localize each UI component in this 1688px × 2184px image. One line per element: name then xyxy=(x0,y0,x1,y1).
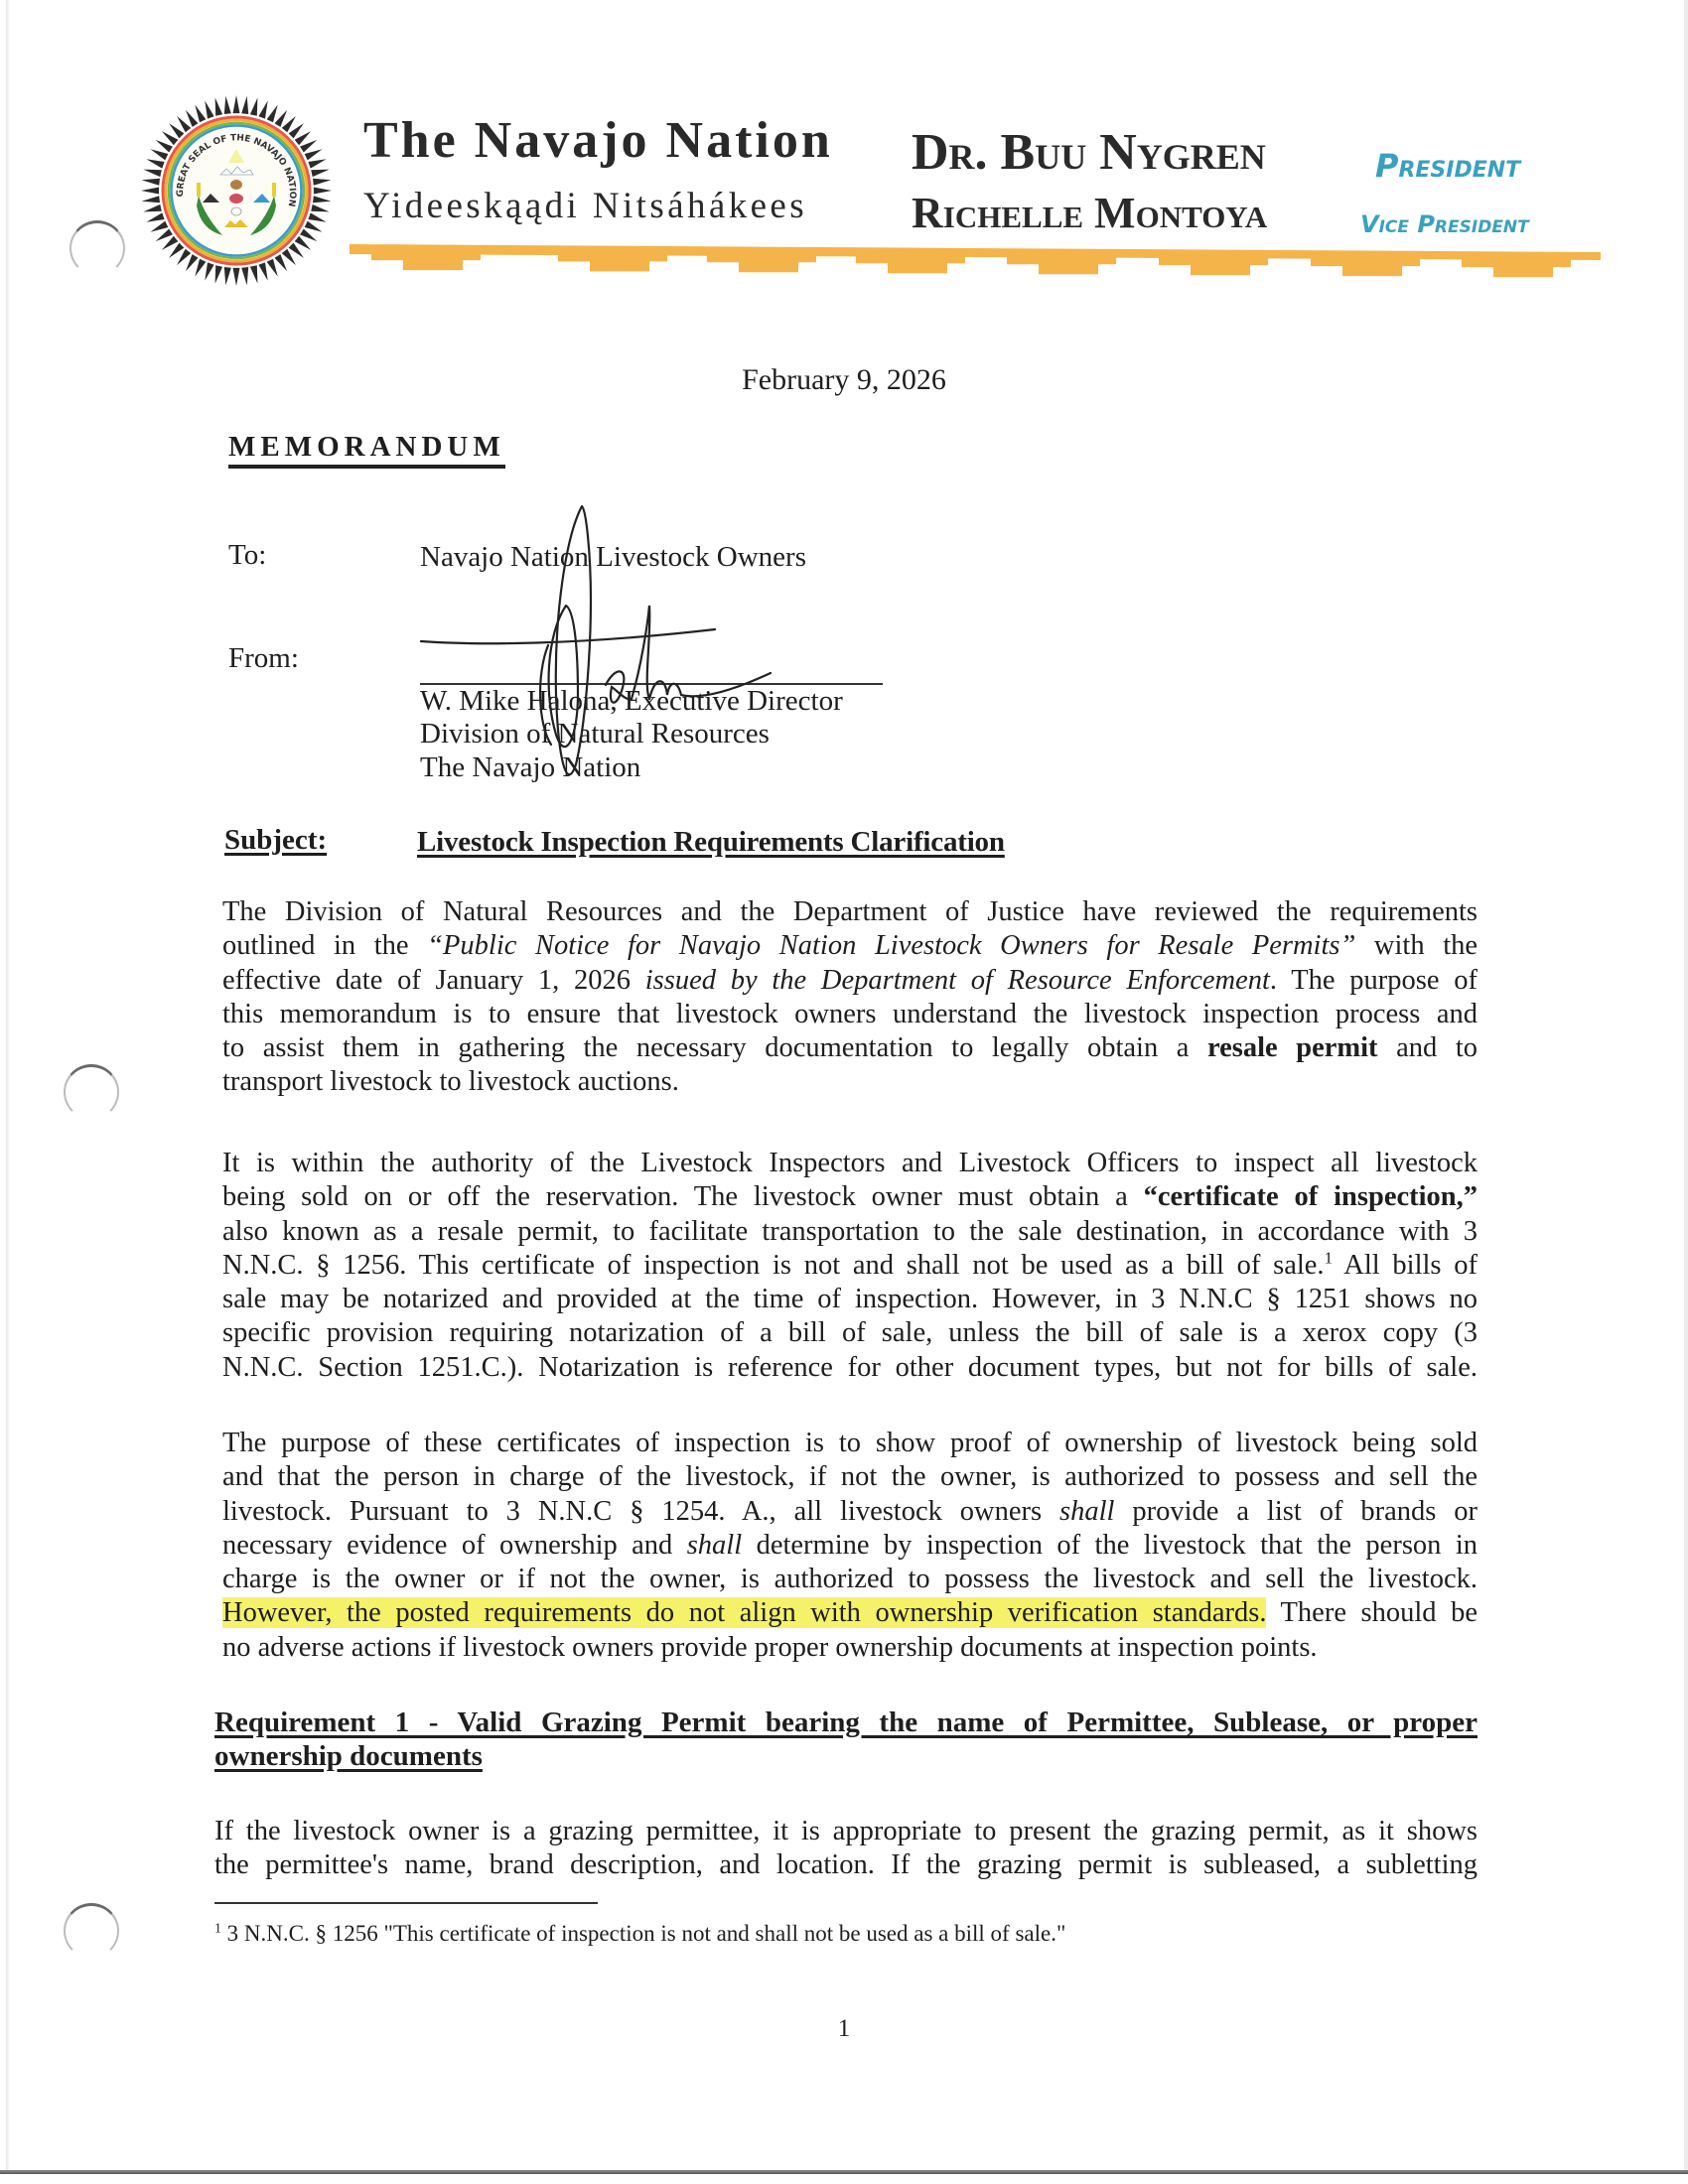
seal-spike xyxy=(305,221,323,232)
paragraph-line: If the livestock owner is a grazing permittee, it is appropriate to present the grazing permit, as it shows xyxy=(214,1816,1477,1846)
seal-spike xyxy=(313,179,331,186)
seal-spike xyxy=(142,196,160,203)
seal-spike xyxy=(308,212,326,221)
paragraph-line: N.N.C. § 1256. This certificate of inspection is not and shall not be used as a bill of sale.$^1$ All bills of xyxy=(222,1248,1477,1281)
seal-spike xyxy=(177,249,191,265)
highlighted-sentence: However, the posted requirements do not align with ownership verification standards. xyxy=(222,1597,1267,1629)
from-label: From: xyxy=(228,642,299,674)
paragraph-line: specific provision requiring notarization of a bill of sale, unless the bill of sale is a xerox copy (3 xyxy=(222,1317,1477,1349)
public-notice-title: “Public Notice for Navajo Nation Livestock Owners for Resale Permits” xyxy=(427,930,1356,962)
letterhead-org-name: The Navajo Nation xyxy=(363,112,833,169)
footnote-marker: 1 xyxy=(214,1920,221,1936)
seal-spike xyxy=(311,170,329,178)
seal-spike xyxy=(205,262,213,280)
seal-spike xyxy=(143,170,161,178)
paragraph-line: sale may be notarized and provided at the time of inspection. However, in 3 N.N.C § 1251 shows no xyxy=(222,1284,1477,1315)
seal-spike xyxy=(282,249,296,265)
subject-value: Livestock Inspection Requirements Clarification xyxy=(417,826,1005,858)
requirement-1-heading xyxy=(214,1706,1477,1774)
seal-spike xyxy=(275,254,288,271)
paragraph-line: However, the posted requirements do not align with ownership verification standards. There should be xyxy=(222,1597,1477,1629)
seal-spike xyxy=(313,196,331,203)
from-org: The Navajo Nation xyxy=(420,751,641,783)
seal-spike xyxy=(295,236,311,250)
footnote-reference[interactable]: 1 xyxy=(1324,1248,1334,1268)
paragraph-line: livestock. Pursuant to 3 N.N.C § 1254. A., all livestock owners shall provide a list of brands or xyxy=(222,1495,1477,1527)
seal-spike xyxy=(258,262,267,280)
paragraph-line: transport livestock to livestock auctions. xyxy=(222,1066,679,1098)
subject-label: Subject: xyxy=(224,824,328,856)
president-name: Dr. Buu Nygren xyxy=(912,124,1266,181)
paragraph-line: N.N.C. Section 1251.C.). Notarization is reference for other document types, but not for bills of sale. xyxy=(222,1351,1477,1383)
seal-spike xyxy=(233,95,240,113)
hole-punch-bottom xyxy=(64,1903,119,1959)
hole-punch-top xyxy=(70,220,125,276)
paragraph-line: the permittee's name, brand description, and location. If the grazing permit is subleased, a subletting xyxy=(214,1849,1477,1881)
paragraph-line: It is within the authority of the Livestock Inspectors and Livestock Officers to inspect all livestock xyxy=(222,1148,1477,1178)
seal-spike xyxy=(146,212,164,221)
seal-spike xyxy=(143,205,161,212)
seal-spike xyxy=(275,110,288,127)
paragraph-line: to assist them in gathering the necessary documentation to legally obtain a resale permit and to xyxy=(222,1032,1477,1064)
banner-step xyxy=(371,252,481,270)
seal-spike xyxy=(267,259,278,277)
seal-spike xyxy=(311,205,329,212)
hole-punch-middle xyxy=(64,1064,119,1120)
banner-step xyxy=(1462,259,1571,277)
seal-spike xyxy=(186,254,199,271)
seal-spike xyxy=(241,96,248,114)
paragraph-line: also known as a resale permit, to facilitate transportation to the sale destination, in accordance with 3 xyxy=(222,1215,1477,1247)
seal-spike xyxy=(224,267,231,285)
to-value: Navajo Nation Livestock Owners xyxy=(420,541,806,573)
seal-spike xyxy=(195,105,206,123)
seal-spike xyxy=(162,131,178,145)
seal-spike xyxy=(300,229,317,242)
paragraph-line: and that the person in charge of the livestock, if not the owner, is authorized to possess and sell the xyxy=(222,1461,1477,1493)
seal-spike xyxy=(141,188,159,195)
resale-permit-emphasis: resale permit xyxy=(1207,1032,1378,1064)
certificate-of-inspection-emphasis: “certificate of inspection,” xyxy=(1143,1181,1477,1213)
banner-step xyxy=(856,255,965,273)
seal-spike xyxy=(241,267,248,285)
from-name: W. Mike Halona, Executive Director xyxy=(420,685,843,717)
seal-spike xyxy=(186,110,199,127)
paragraph-line: this memorandum is to ensure that livestock owners understand the livestock inspection process and xyxy=(222,998,1477,1029)
paragraph-line: being sold on or off the reservation. The livestock owner must obtain a “certificate of inspection,” xyxy=(222,1181,1477,1213)
paragraph-line: charge is the owner or if not the owner, is authorized to possess the livestock and sell the livestock. xyxy=(222,1564,1477,1595)
page-number: 1 xyxy=(837,2015,851,2042)
banner-step xyxy=(1007,256,1116,274)
seal-spike xyxy=(156,229,173,242)
paragraph-line: effective date of January 1, 2026 issued by the Department of Resource Enforcement. The purpose of xyxy=(222,964,1477,996)
heading-line: Requirement 1 - Valid Grazing Permit bearing the name of Permittee, Sublease, or proper xyxy=(214,1706,1477,1738)
heading-line: ownership documents xyxy=(214,1740,483,1773)
banner-step xyxy=(707,254,816,272)
seal-spike xyxy=(308,159,326,168)
seal-spike xyxy=(156,140,173,153)
seal-spike xyxy=(205,100,213,118)
letterhead-banner xyxy=(350,244,1601,288)
seal-spike xyxy=(250,97,258,115)
paragraph-line: The purpose of these certificates of inspection is to show proof of ownership of livestock being sold xyxy=(222,1428,1477,1458)
paragraph-1 xyxy=(222,895,1477,1100)
to-label: To: xyxy=(228,539,267,571)
memo-heading: MEMORANDUM xyxy=(228,430,505,469)
seal-spike xyxy=(224,96,231,114)
letterhead-org-name-navajo: Yideeskąądi Nitsáhákees xyxy=(363,186,808,226)
scan-edge-left xyxy=(6,0,9,2174)
president-title: President xyxy=(1375,147,1521,185)
from-division: Division of Natural Resources xyxy=(420,718,770,750)
seal-spike xyxy=(195,259,206,277)
scan-edge-bottom xyxy=(0,2170,1688,2174)
seal-spike xyxy=(177,116,191,132)
footnote-text: 3 N.N.C. § 1256 "This certificate of inspection is not and shall not be used as a bill of sale." xyxy=(226,1921,1066,1946)
seal-spike xyxy=(282,116,296,132)
paragraph-line: no adverse actions if livestock owners provide proper ownership documents at inspection points. xyxy=(222,1631,1318,1663)
footnote xyxy=(214,1921,1065,1947)
seal-spike xyxy=(295,131,311,145)
seal-spike xyxy=(151,221,169,232)
vice-president-title: Vice President xyxy=(1360,210,1529,238)
memo-date: February 9, 2026 xyxy=(742,363,946,396)
seal-spike xyxy=(146,159,164,168)
banner-step xyxy=(1311,258,1420,276)
paragraph-3 xyxy=(222,1427,1477,1665)
seal-spike xyxy=(151,149,169,160)
seal-spike xyxy=(314,188,332,195)
seal-spike xyxy=(142,179,160,186)
seal-spike xyxy=(215,97,223,115)
paragraph-line: outlined in the “Public Notice for Navajo Nation Livestock Owners for Resale Permits” with the xyxy=(222,930,1478,962)
seal-spike xyxy=(300,140,317,153)
seal-spike xyxy=(215,265,223,283)
seal-lettering: GREAT SEAL OF THE NAVAJO NATION xyxy=(175,133,298,207)
paragraph-line: necessary evidence of ownership and shall determine by inspection of the livestock that the person in xyxy=(222,1529,1477,1561)
scan-edge-right xyxy=(1684,0,1688,2174)
footnote-separator xyxy=(214,1902,598,1904)
handwritten-signature xyxy=(417,496,814,834)
seal-spike xyxy=(162,236,178,250)
seal-spike xyxy=(267,105,278,123)
seal-spike xyxy=(305,149,323,160)
navajo-nation-seal xyxy=(137,91,336,290)
seal-spike xyxy=(233,268,240,286)
banner-step xyxy=(558,253,667,271)
seal-spike xyxy=(250,265,258,283)
banner-step xyxy=(1159,257,1268,275)
paragraph-4 xyxy=(214,1815,1477,1883)
paragraph-line: The Division of Natural Resources and the Department of Justice have reviewed the requirements xyxy=(222,896,1477,927)
paragraph-2 xyxy=(222,1147,1477,1385)
vice-president-name: Richelle Montoya xyxy=(912,189,1268,237)
seal-spike xyxy=(258,100,267,118)
